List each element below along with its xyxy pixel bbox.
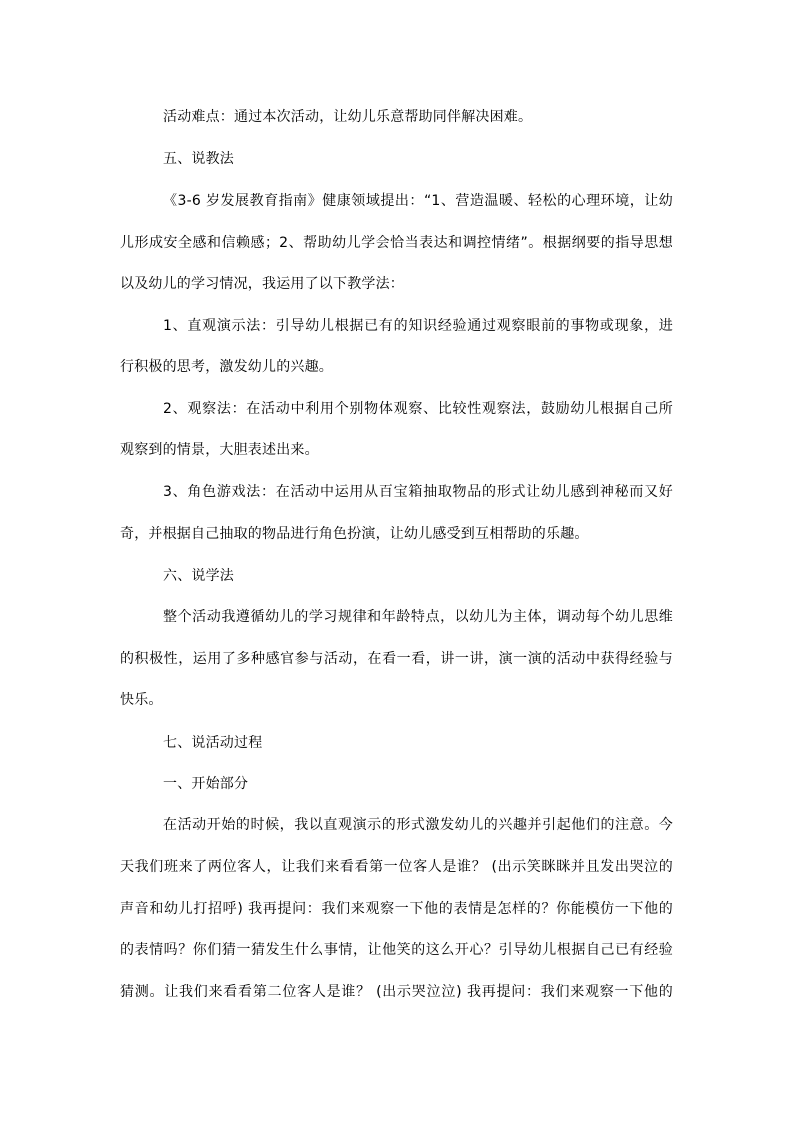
text-line: 声音和幼儿打招呼) 我再提问：我们来观察一下他的表情是怎样的？你能模仿一下他的	[120, 901, 673, 917]
text-line: 猜测。让我们来看看第二位客人是谁？ (出示哭泣泣) 我再提问：我们来观察一下他的	[120, 984, 673, 1000]
text-line: 天我们班来了两位客人，让我们来看看第一位客人是谁？ (出示笑眯眯并且发出哭泣的	[120, 859, 673, 875]
text-line: 2、观察法：在活动中利用个别物体观察、比较性观察法，鼓励幼儿根据自己所	[163, 401, 673, 417]
text-line: 整个活动我遵循幼儿的学习规律和年龄特点，以幼儿为主体，调动每个幼儿思维	[163, 609, 673, 625]
text-line: 3、角色游戏法：在活动中运用从百宝箱抽取物品的形式让幼儿感到神秘而又好	[163, 484, 673, 500]
section-heading: 七、说活动过程	[163, 735, 263, 751]
text-line: 奇，并根据自己抽取的物品进行角色扮演，让幼儿感受到互相帮助的乐趣。	[120, 526, 589, 542]
text-line: 行积极的思考，激发幼儿的兴趣。	[120, 359, 333, 375]
text-line: 在活动开始的时候，我以直观演示的形式激发幼儿的兴趣并引起他们的注意。今	[163, 817, 673, 833]
section-heading: 一、开始部分	[163, 776, 249, 792]
section-heading: 五、说教法	[163, 151, 234, 167]
text-line: 儿形成安全感和信赖感；2、帮助幼儿学会恰当表达和调控情绪”。根据纲要的指导思想	[120, 235, 673, 251]
text-line: 1、直观演示法：引导幼儿根据已有的知识经验通过观察眼前的事物或现象，进	[163, 318, 673, 334]
text-line: 快乐。	[120, 692, 163, 708]
text-line: 以及幼儿的学习情况，我运用了以下教学法：	[120, 276, 404, 292]
text-line: 活动难点：通过本次活动，让幼儿乐意帮助同伴解决困难。	[163, 109, 533, 125]
text-line: 的积极性，运用了多种感官参与活动，在看一看，讲一讲，演一演的活动中获得经验与	[120, 651, 673, 667]
text-line: 观察到的情景，大胆表述出来。	[120, 442, 319, 458]
section-heading: 六、说学法	[163, 568, 234, 584]
text-line: 《3-6 岁发展教育指南》健康领域提出：“1、营造温暖、轻松的心理环境，让幼	[163, 193, 673, 209]
text-line: 的表情吗？你们猜一猜发生什么事情，让他笑的这么开心？引导幼儿根据自己已有经验	[120, 942, 673, 958]
